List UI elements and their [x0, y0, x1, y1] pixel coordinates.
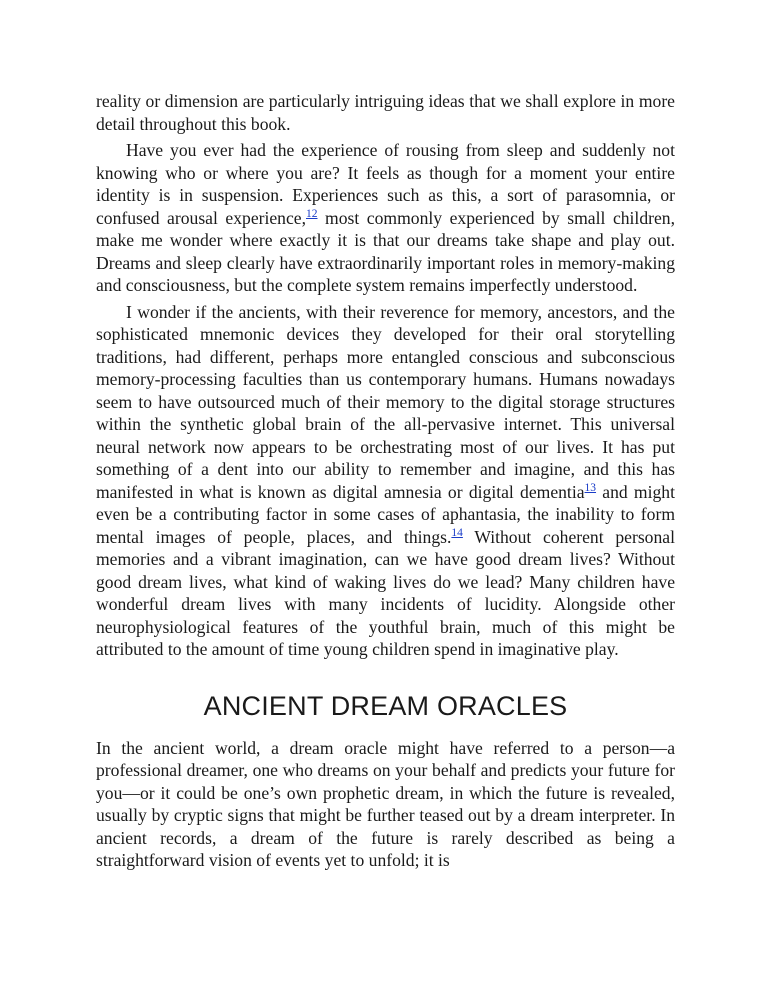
body-text [96, 90, 675, 876]
section-heading: ANCIENT DREAM ORACLES [203, 690, 568, 721]
footnote-ref-12 [306, 206, 318, 222]
paragraph-4: In the ancient world, a dream oracle might have referred to a person—a professional dreamer, one who dreams on your behalf and predicts your future for you—or it could be one’s own prophetic dream, in which the future is revealed, usually by cryptic signs that might be further teased out by a dream interpreter. In ancient records, a dream of the future is rarely described as being a straightforward vision of events yet to unfold; it is [96, 737, 675, 870]
paragraph-1: reality or dimension are particularly intriguing ideas that we shall explore in more detail throughout this book. [96, 91, 675, 134]
footnote-link-12[interactable]: 12 [306, 207, 318, 220]
footnote-ref-14 [451, 525, 463, 541]
paragraph-3-text-a: I wonder if the ancients, with their reverence for memory, ancestors, and the sophisticated mnemonic devices they developed for their oral storytelling traditions, had different, perhaps more entangled conscious and subconscious memory-processing faculties than us contemporary humans. Humans nowadays seem to have outsourced much of their memory to the digital storage structures within the synthetic global brain of the all-pervasive internet. This universal neural network now appears to be orchestrating most of our lives. It has put something of a dent into our ability to remember and imagine, and this has manifested in what is known as digital amnesia or digital dementia [96, 301, 675, 502]
paragraph-2 [96, 139, 675, 297]
paragraph-2-text-b: most commonly experienced by small children, make me wonder where exactly it is that our dreams take shape and play out. Dreams and sleep clearly have extraordinarily important roles in memory-making and consciousness, but the complete system remains imperfectly understood. [96, 207, 675, 295]
paragraph-3-text-c: Without coherent personal memories and a vibrant imagination, can we have good dream lives? Without good dream lives, what kind of waking lives do we lead? Many children have wonderful dream lives with many incidents of lucidity. Alongside other neurophysiological features of the youthful brain, much of this might be attributed to the amount of time young children spend in imaginative play. [96, 526, 675, 659]
footnote-ref-13 [585, 480, 597, 496]
paragraph-2-text-a: Have you ever had the experience of rousing from sleep and suddenly not knowing who or where you are? It feels as though for a moment your entire identity is in suspension. Experiences such as this, a sort of parasomnia, or confused arousal experience, [96, 140, 675, 228]
paragraph-3-text-b: and might even be a contributing factor in some cases of aphantasia, the inability to form mental images of people, places, and things. [96, 481, 675, 547]
footnote-link-14[interactable]: 14 [451, 526, 463, 539]
paragraph-3 [96, 301, 675, 661]
footnote-link-13[interactable]: 13 [584, 481, 597, 494]
